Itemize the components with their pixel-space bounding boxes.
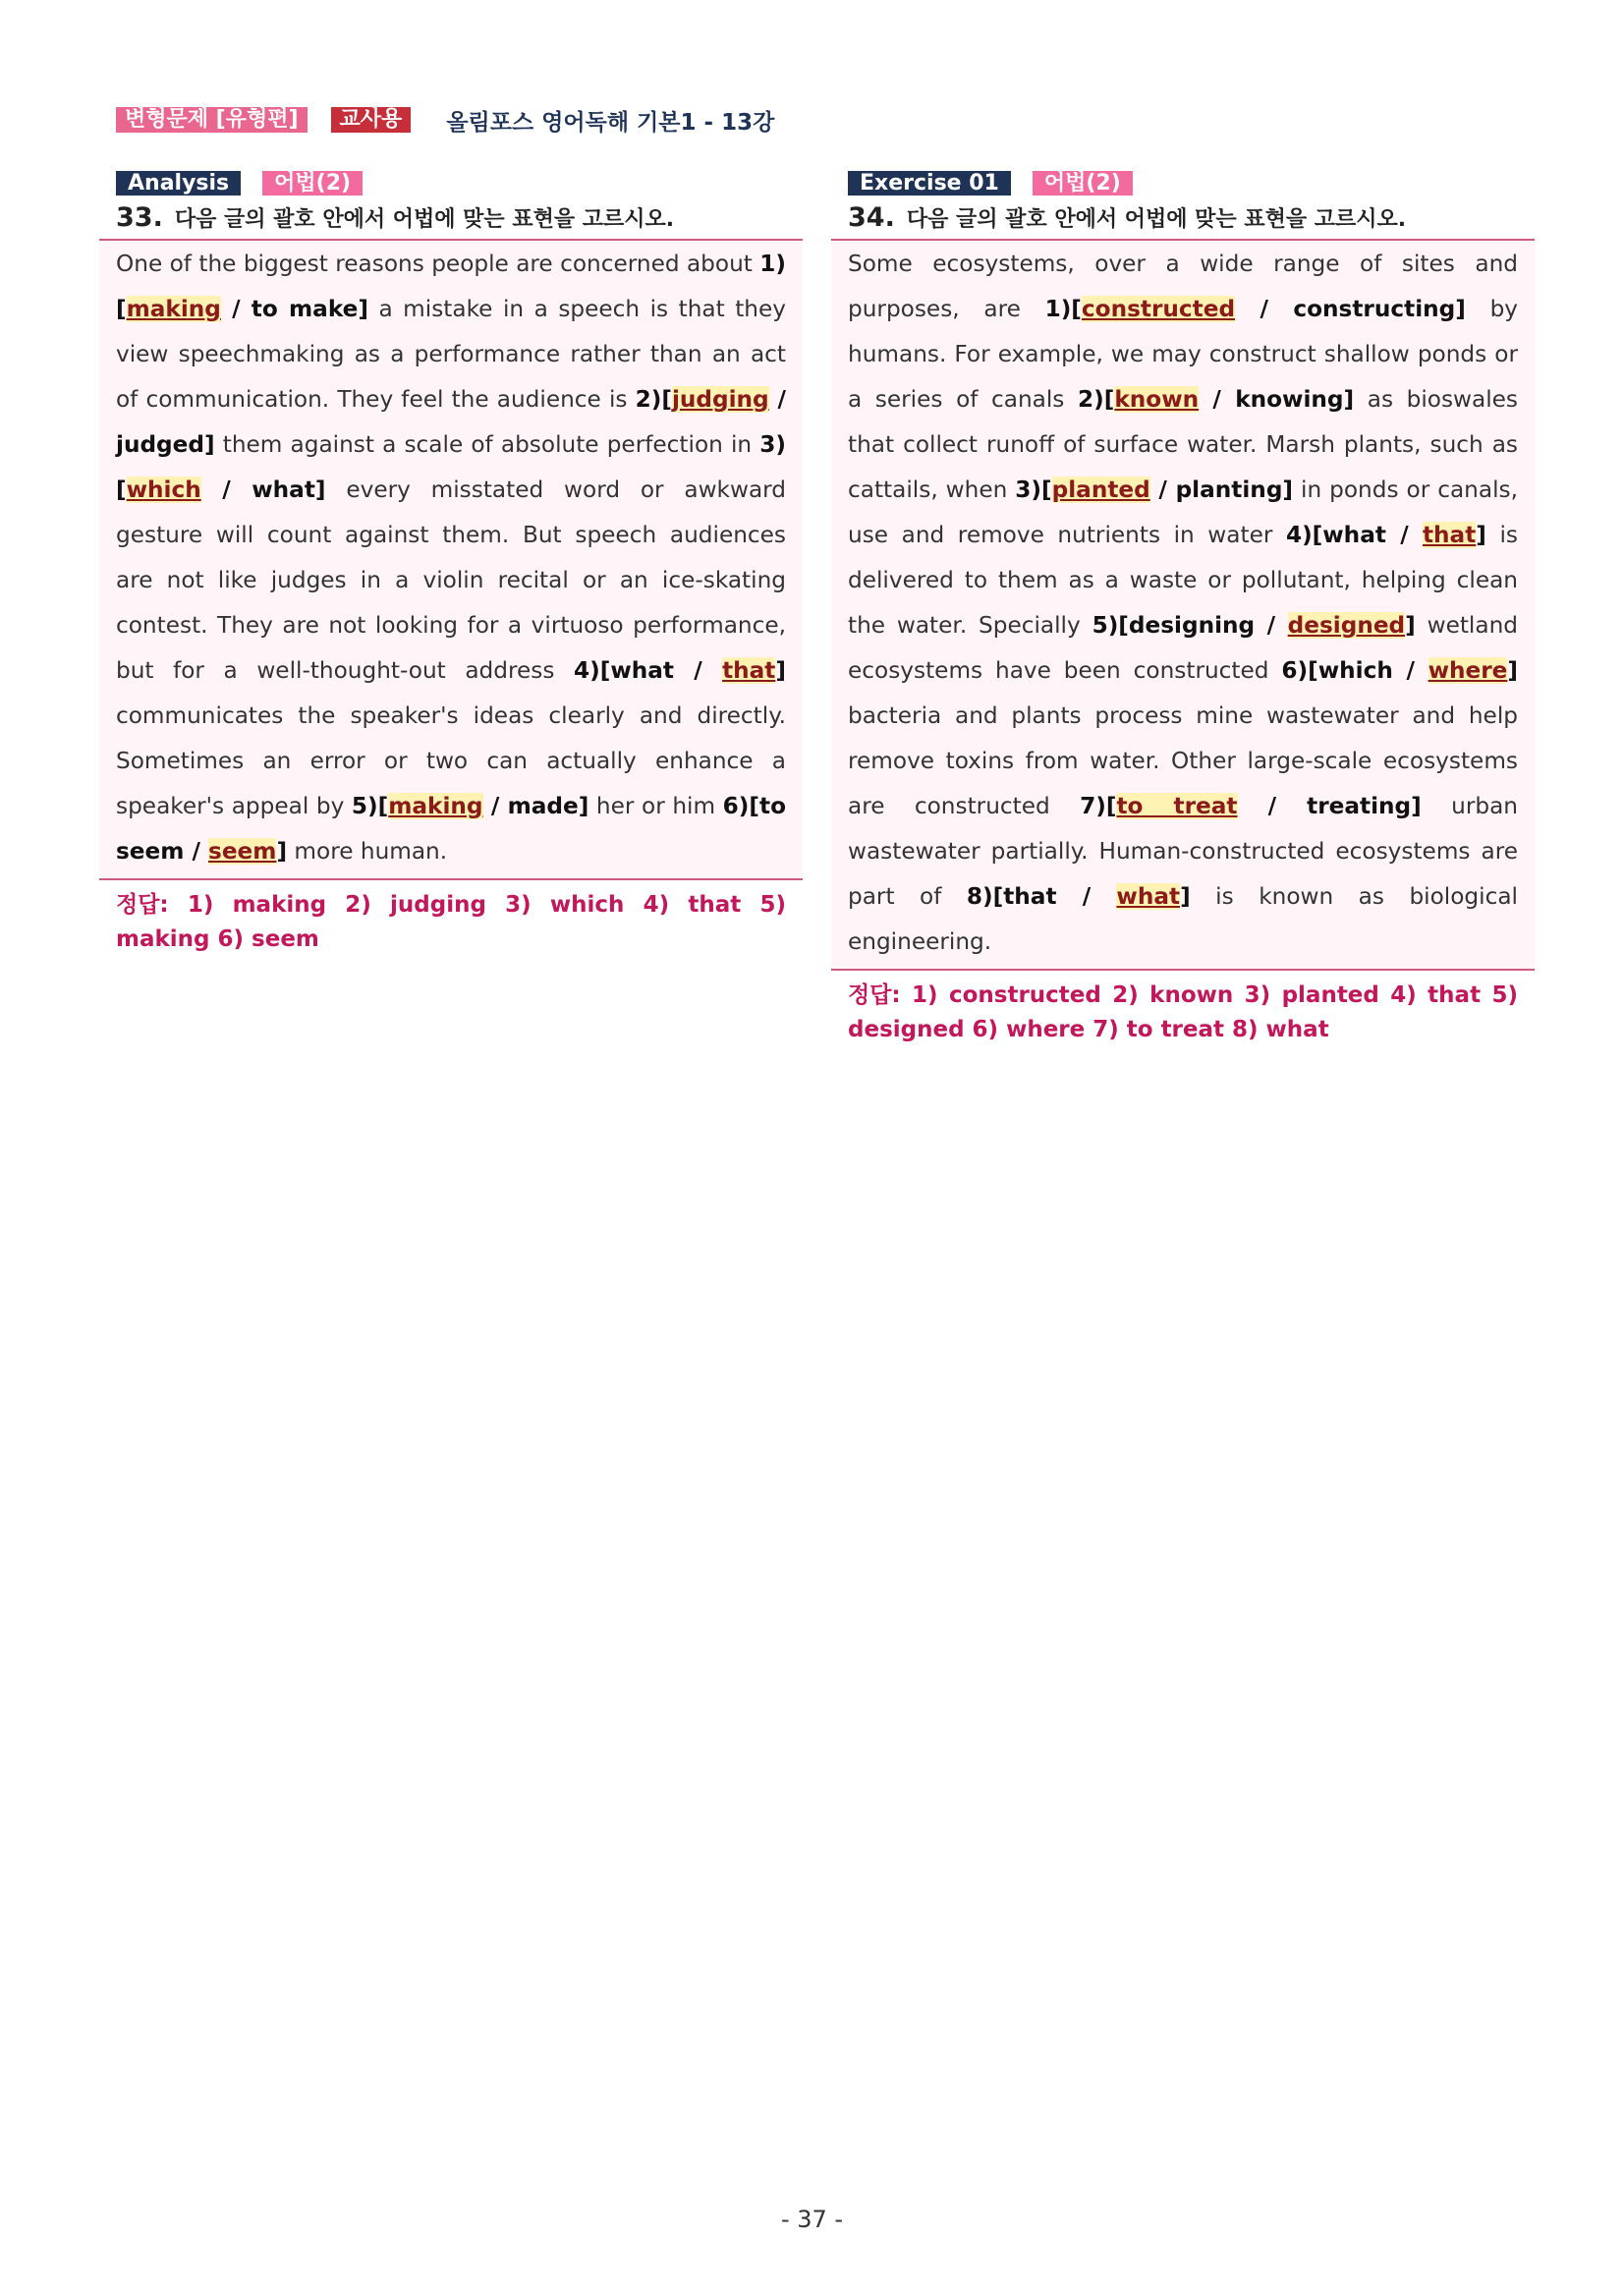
question-instruction: 다음 글의 괄호 안에서 어법에 맞는 표현을 고르시오. [174,207,675,232]
correct-choice: which [126,476,201,503]
bracket-close: / knowing] [1199,386,1355,413]
correct-choice: where [1428,657,1508,684]
passage-text: urban wastewater partially. Human-constructed ecosystems are part of [848,793,1518,910]
right-column [831,170,1535,1047]
correct-choice: planted [1051,476,1150,503]
exercise-label: Exercise 01 [848,171,1011,196]
passage-text: them against a scale of absolute perfection in [214,431,760,458]
passage-text: her or him [588,793,723,819]
section-labels [848,170,1535,196]
question-number: 33. [116,202,163,233]
grammar-label: 어법(2) [1033,171,1133,196]
bracket-open: 5)[designing / [1092,612,1288,639]
question-instruction: 다음 글의 괄호 안에서 어법에 맞는 표현을 고르시오. [906,207,1407,232]
bracket-open: 4)[what / [574,657,723,684]
bracket-close: / what] [200,476,326,503]
bracket-close: / judged] [116,386,786,458]
left-column [99,170,803,957]
passage-text: more human. [287,838,448,865]
passage-text: by humans. For example, we may construct shallow ponds or a series of canals [848,296,1519,413]
analysis-label: Analysis [116,171,241,196]
correct-choice: that [722,657,776,684]
page-number: - 37 - [780,2206,844,2233]
page-header [116,105,774,135]
passage-text: Some ecosystems, over a wide range of sites and purposes, are [848,251,1518,322]
correct-choice: judging [671,386,769,413]
correct-choice: known [1114,386,1200,413]
bracket-close: / constructing] [1235,296,1466,322]
question-34 [848,202,1535,236]
bracket-open: 7)[ [1080,793,1117,819]
bracket-open: 1)[ [1044,296,1082,322]
passage-text: is delivered to them as a waste or pollutant, helping clean the water. Specially [848,522,1518,639]
answer-key: 정답: 1) constructed 2) known 3) planted 4) that 5) designed 6) where 7) to treat 8) what [848,982,1518,1042]
bracket-open: 3)[ [1015,476,1052,503]
bracket-open: 2)[ [1078,386,1115,413]
passage-text: as bioswales that collect runoff of surface water. Marsh plants, such as cattails, when [848,386,1519,503]
passage-box [831,239,1535,971]
bracket-close: ] [1476,522,1486,548]
correct-choice: making [388,793,483,819]
passage-text: One of the biggest reasons people are concerned about [116,251,760,277]
question-33 [116,202,803,236]
correct-choice: what [1116,883,1181,910]
correct-choice: that [1422,522,1477,548]
passage-text: a mistake in a speech is that they view speechmaking as a performance rather than an act of communication. They feel the audience is [116,296,786,413]
bracket-open: 8)[that / [966,883,1117,910]
bracket-open: 6)[to seem / [116,793,786,865]
grammar-label: 어법(2) [262,171,363,196]
correct-choice: to treat [1116,793,1238,819]
passage-box [99,239,803,880]
bracket-close: ] [276,838,288,865]
variant-problem-tag: 변형문제 [유형편] [116,107,308,133]
correct-choice: seem [208,838,277,865]
passage-text: every misstated word or awkward gesture will count against them. But speech audiences are not like judges in a violin recital or an ice-skating contest. They are not looking for a virtuoso performance, but for a well-thought-out address [116,476,786,684]
passage-text: is known as biological engineering. [848,883,1518,955]
bracket-open: 5)[ [351,793,389,819]
passage-text: communicates the speaker's ideas clearly and directly. Sometimes an error or two can actually enhance a speaker's appeal by [116,702,786,819]
bracket-close: ] [1180,883,1191,910]
passage-text: wetland ecosystems have been constructed [848,612,1518,684]
correct-choice: constructed [1081,296,1236,322]
bracket-close: ] [1507,657,1518,684]
book-title: 올림포스 영어독해 기본1 - 13강 [446,109,775,136]
bracket-close: / made] [482,793,589,819]
passage-text: bacteria and plants process mine wastewater and help remove toxins from water. Other large-scale ecosystems are constructed [848,702,1518,819]
bracket-close: / to make] [220,296,368,322]
bracket-open: 6)[which / [1281,657,1428,684]
correct-choice: designed [1287,612,1406,639]
bracket-open: 2)[ [635,386,672,413]
bracket-close: / planting] [1149,476,1294,503]
passage-text: in ponds or canals, use and remove nutrients in water [848,476,1518,548]
bracket-open: 3)[ [116,431,786,503]
teacher-edition-tag: 교사용 [331,107,412,133]
bracket-open: 1)[ [116,251,786,322]
bracket-close: ] [1405,612,1416,639]
answer-key: 정답: 1) making 2) judging 3) which 4) that 5) making 6) seem [116,892,786,952]
bracket-close: / treating] [1237,793,1422,819]
bracket-open: 4)[what / [1285,522,1423,548]
section-labels [116,170,803,196]
correct-choice: making [126,296,221,322]
bracket-close: ] [775,657,786,684]
question-number: 34. [848,202,895,233]
